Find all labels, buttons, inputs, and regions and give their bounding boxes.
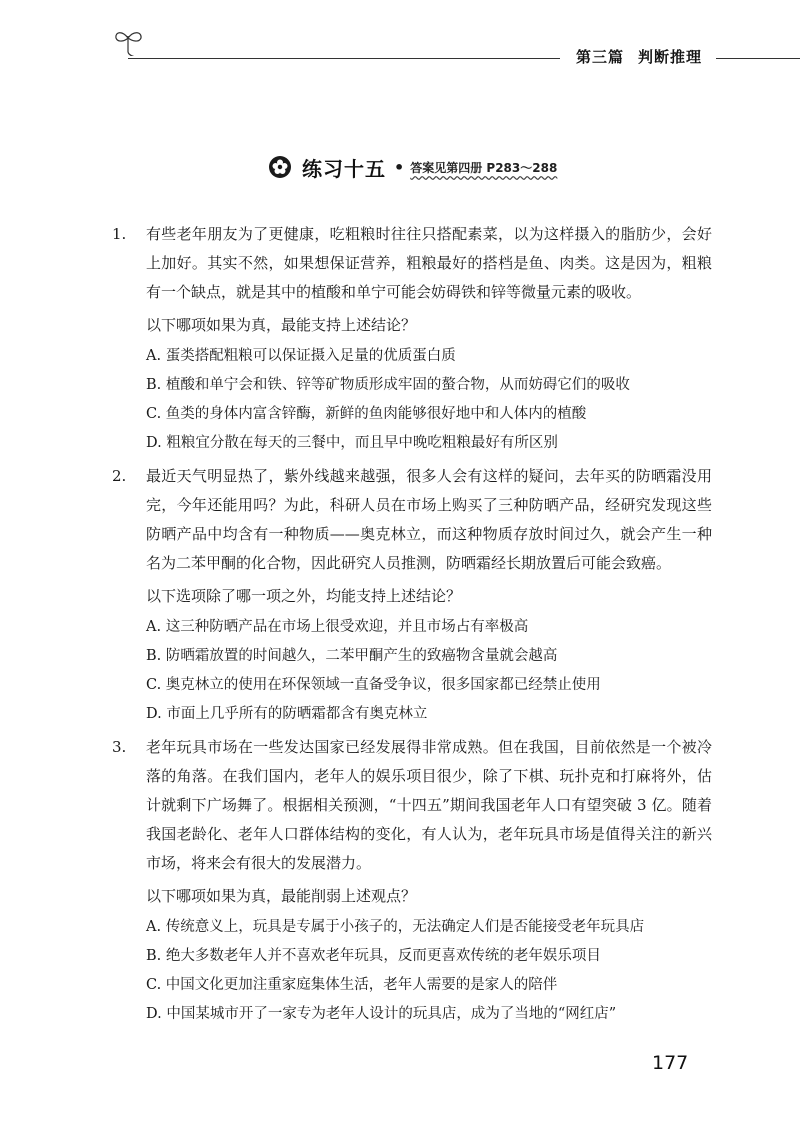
question-1 (112, 220, 712, 458)
option-b: B. 防晒霜放置的时间越久，二苯甲酮产生的致癌物含量就会越高 (146, 648, 558, 664)
question-list (112, 220, 712, 1033)
option-c: C. 中国文化更加注重家庭集体生活，老年人需要的是家人的陪伴 (146, 977, 558, 993)
option-a: A. 传统意义上，玩具是专属于小孩子的，无法确定人们是否能接受老年玩具店 (146, 919, 645, 935)
question-stem: 最近天气明显热了，紫外线越来越强，很多人会有这样的疑问，去年买的防晒霜没用完，今年还能用吗？为此，科研人员在市场上购买了三种防晒产品，经研究发现这些防晒产品中均含有一种物质——奥克林立，而这种物质存放时间过久，就会产生一种名为二苯甲酮的化合物，因此研究人员推测，防晒霜经长期放置后可能会致癌。 (146, 467, 712, 572)
question-2 (112, 462, 712, 729)
question-number: 2. (112, 467, 127, 485)
question-stem: 有些老年朋友为了更健康，吃粗粮时往往只搭配素菜，以为这样摄入的脂肪少，会好上加好。其实不然，如果想保证营养，粗粮最好的搭档是鱼、肉类。这是因为，粗粮有一个缺点，就是其中的植酸和单宁可能会妨碍铁和锌等微量元素的吸收。 (146, 225, 712, 301)
option-c: C. 奥克林立的使用在环保领域一直备受争议，很多国家都已经禁止使用 (146, 677, 601, 693)
option-d: D. 市面上几乎所有的防晒霜都含有奥克林立 (146, 706, 428, 722)
question-prompt: 以下哪项如果为真，最能支持上述结论？ (146, 316, 417, 334)
question-stem: 老年玩具市场在一些发达国家已经发展得非常成熟。但在我国，目前依然是一个被冷落的角落。在我们国内，老年人的娱乐项目很少，除了下棋、玩扑克和打麻将外，估计就剩下广场舞了。根据相关预测，“十四五”期间我国老年人口有望突破 3 亿。随着我国老龄化、老年人口群体结构的变化，有人认为，老年玩具市场是值得关注的新兴市场，将来会有很大的发展潜力。 (146, 738, 712, 872)
flower-badge-icon (268, 155, 292, 179)
option-a: A. 这三种防晒产品在市场上很受欢迎，并且市场占有率极高 (146, 619, 529, 635)
leaf-sprout-icon (112, 26, 146, 56)
option-b: B. 绝大多数老年人并不喜欢老年玩具，反而更喜欢传统的老年娱乐项目 (146, 948, 601, 964)
option-b: B. 植酸和单宁会和铁、锌等矿物质形成牢固的螯合物，从而妨碍它们的吸收 (146, 377, 630, 393)
running-header (0, 0, 800, 80)
header-section-name: 判断推理 (638, 48, 703, 66)
answer-reference: 答案见第四册 P283～288 (410, 160, 558, 175)
exercise-title-text: 练习十五 (302, 156, 386, 181)
header-section-title (576, 46, 702, 67)
question-prompt: 以下哪项如果为真，最能削弱上述观点？ (146, 887, 417, 905)
header-chapter: 第三篇 (576, 48, 625, 66)
page-number: 177 (652, 1052, 689, 1074)
option-a: A. 蛋类搭配粗粮可以保证摄入足量的优质蛋白质 (146, 348, 456, 364)
question-prompt: 以下选项除了哪一项之外，均能支持上述结论？ (146, 587, 462, 605)
question-number: 1. (112, 225, 127, 243)
header-rule-left (128, 58, 560, 59)
option-d: D. 粗粮宜分散在每天的三餐中，而且早中晚吃粗粮最好有所区别 (146, 435, 558, 451)
option-d: D. 中国某城市开了一家专为老年人设计的玩具店，成为了当地的“网红店” (146, 1006, 617, 1022)
title-separator: • (394, 157, 405, 177)
question-3 (112, 733, 712, 1029)
header-rule-right (716, 58, 800, 59)
option-c: C. 鱼类的身体内富含锌酶，新鲜的鱼肉能够很好地中和人体内的植酸 (146, 406, 587, 422)
question-number: 3. (112, 738, 127, 756)
exercise-title (268, 150, 557, 184)
